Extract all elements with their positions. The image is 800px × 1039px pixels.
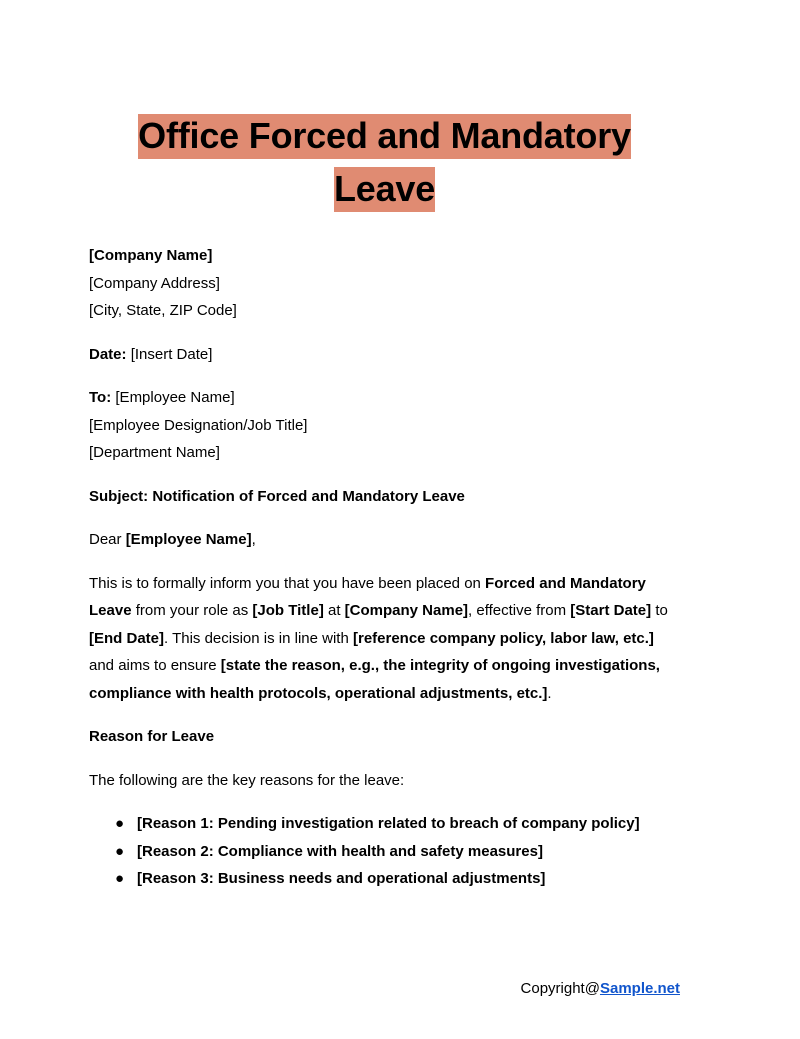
list-item xyxy=(89,810,680,838)
subject-block xyxy=(89,483,680,511)
recipient-name-line xyxy=(89,384,680,412)
body-seg-6-bold: [Company Name] xyxy=(344,602,469,619)
gap-after-body xyxy=(89,707,680,723)
body-seg-13: and aims to ensure xyxy=(89,657,221,674)
body-seg-10-bold: [End Date] xyxy=(89,629,164,647)
body-paragraph xyxy=(89,570,680,708)
company-name-line xyxy=(89,242,680,270)
reason-list xyxy=(89,810,680,893)
copyright-text: Copyright@ xyxy=(520,980,600,997)
reason-intro-block xyxy=(89,767,680,795)
date-block xyxy=(89,341,680,369)
body-seg-5: at xyxy=(323,602,345,619)
body-seg-15: . xyxy=(547,684,552,702)
recipient-department-line: [Department Name] xyxy=(89,444,220,461)
salutation-employee-name: [Employee Name] xyxy=(125,531,252,548)
body-seg-9: to xyxy=(651,602,668,619)
title-bottom-spacer xyxy=(89,215,680,242)
gap-after-recipient xyxy=(89,467,680,483)
page-title-line-2: Leave xyxy=(334,167,435,212)
subject-text: Subject: Notification of Forced and Mandatory Leave xyxy=(89,487,465,505)
sender-block xyxy=(89,242,680,325)
bullet-icon: ● xyxy=(115,870,125,887)
list-item xyxy=(89,838,680,866)
body-seg-12-bold: [reference company policy, labor law, etc.] xyxy=(352,629,654,647)
bullet-icon: ● xyxy=(115,815,125,832)
page-footer xyxy=(89,977,680,1001)
subject-line xyxy=(89,483,680,511)
gap-after-subject xyxy=(89,510,680,526)
reason-heading: Reason for Leave xyxy=(89,728,215,745)
body-seg-3: from your role as xyxy=(131,602,253,619)
reason-intro: The following are the key reasons for the leave: xyxy=(89,771,405,789)
bullet-icon: ● xyxy=(115,842,125,860)
body-seg-8-bold: [Start Date] xyxy=(570,602,652,619)
salutation-greeting: Dear xyxy=(89,531,122,548)
sample-net-link[interactable]: Sample.net xyxy=(599,980,680,997)
date-value: [Insert Date] xyxy=(130,345,213,363)
gap-after-reason-heading xyxy=(89,751,680,767)
reason-heading-line xyxy=(89,723,680,751)
salutation-block xyxy=(89,526,680,554)
document-content xyxy=(89,0,680,893)
date-label: Date: xyxy=(89,345,127,363)
gap-after-salutation xyxy=(89,554,680,570)
salutation-line xyxy=(89,526,680,554)
list-item-label: [Reason 3: Business needs and operational adjustments] xyxy=(137,870,546,887)
body-paragraph-block xyxy=(89,570,680,708)
page-title-line-1: Office Forced and Mandatory xyxy=(138,114,631,159)
list-item-label: [Reason 2: Compliance with health and safety measures] xyxy=(137,842,543,860)
company-name: [Company Name] xyxy=(89,247,213,264)
gap-after-sender xyxy=(89,325,680,341)
title-top-spacer xyxy=(89,0,680,109)
company-address-line: [Company Address] xyxy=(89,274,220,292)
company-city-state-zip-line: [City, State, ZIP Code] xyxy=(89,302,237,319)
recipient-block xyxy=(89,384,680,467)
gap-after-date xyxy=(89,368,680,384)
body-seg-2-bold: Forced and Mandatory Leave xyxy=(89,574,646,619)
body-seg-7: , effective from xyxy=(468,602,571,619)
to-label: To: xyxy=(89,389,112,406)
list-item xyxy=(89,865,680,893)
date-line xyxy=(89,341,680,369)
body-seg-14-bold: [state the reason, e.g., the integrity of ongoing investigations, compliance with health protocols, operational adjustments, etc.] xyxy=(89,657,660,702)
recipient-employee-name: [Employee Name] xyxy=(115,389,235,406)
recipient-designation-line: [Employee Designation/Job Title] xyxy=(89,416,308,434)
body-seg-1: This is to formally inform you that you have been placed on xyxy=(89,574,486,592)
gap-after-reason-intro xyxy=(89,794,680,810)
page-title xyxy=(89,109,680,215)
list-item-label: [Reason 1: Pending investigation related to breach of company policy] xyxy=(137,815,640,832)
body-seg-11: . This decision is in line with xyxy=(164,629,353,647)
reason-heading-block xyxy=(89,723,680,751)
body-seg-4-bold: [Job Title] xyxy=(252,602,324,619)
salutation-punctuation: , xyxy=(251,531,256,548)
